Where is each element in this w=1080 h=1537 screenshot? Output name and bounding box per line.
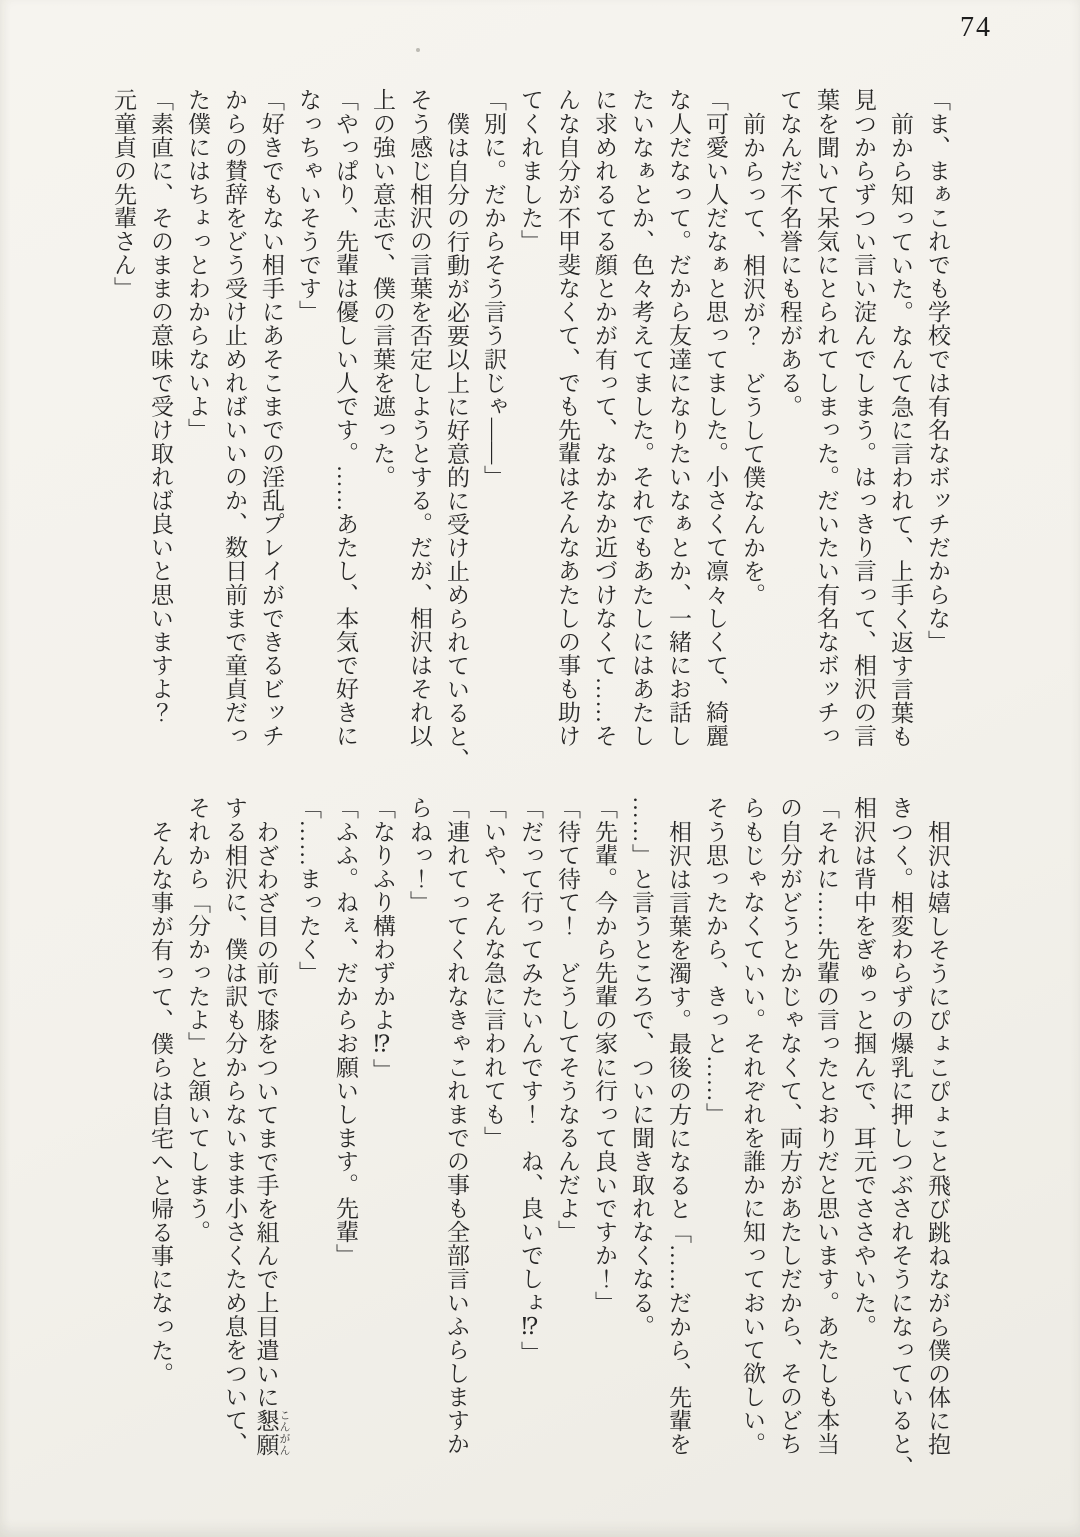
ruby-annotation xyxy=(253,1408,290,1456)
text-column: 「なりふり構わずかよ⁉」 xyxy=(370,796,395,1082)
text-column: 「連れてってくれなきゃこれまでの事も全部言いふらしますか xyxy=(444,796,469,1456)
text-column: らねっ！」 xyxy=(407,796,432,914)
text-column: そんな事が有って、僕らは自宅へと帰る事になった。 xyxy=(148,820,173,1386)
text-column: 見つからずつい言い淀んでしまう。はっきり言って、相沢の言 xyxy=(851,88,876,748)
text-column: なっちゃいそうです」 xyxy=(296,88,321,324)
text-column: 「別に。だからそう言う訳じゃ――」 xyxy=(481,88,506,489)
text-column: 前から知っていた。なんて急に言われて、上手く返す言葉も xyxy=(888,112,913,748)
text-column: 「可愛い人だなぁと思ってました。小さくて凛々しくて、綺麗 xyxy=(703,88,728,748)
text-column: た僕にはちょっとわからないよ」 xyxy=(185,88,210,442)
text-column: に求めれるてる顔とかが有って、なかなか近づけなくて……そ xyxy=(592,88,617,748)
ruby-base: 懇願 xyxy=(253,1408,279,1456)
text-column: 葉を聞いて呆気にとられてしまった。だいたい有名なボッチっ xyxy=(814,88,839,748)
text-column xyxy=(253,796,290,1456)
lower-text-band xyxy=(142,796,956,1479)
text-column: そう思ったから、きっと……」 xyxy=(703,796,728,1126)
page-number: 74 xyxy=(960,12,992,43)
text-column: そう感じ相沢の言葉を否定しようとする。だが、相沢はそれ以 xyxy=(407,88,432,748)
text-column: てなんだ不名誉にも程がある。 xyxy=(777,88,802,418)
text-column: 「ふふ。ねぇ、だからお願いします。先輩」 xyxy=(333,796,358,1267)
text-column: 僕は自分の行動が必要以上に好意的に受け止められていると、 xyxy=(444,112,469,772)
text-column: 「いや、そんな急に言われても」 xyxy=(481,796,506,1150)
text-column: 「それに……先輩の言ったとおりだと思います。あたしも本当 xyxy=(814,796,839,1456)
text-column: 「先輩。今から先輩の家に行って良いですか！」 xyxy=(592,796,617,1315)
text-column: ……」と言うところで、ついに聞き取れなくなる。 xyxy=(629,796,654,1338)
upper-text-band xyxy=(105,88,956,772)
text-column: からの賛辞をどう受け止めればいいのか、数日前まで童貞だっ xyxy=(222,88,247,748)
text-column: 元童貞の先輩さん」 xyxy=(111,88,136,300)
text-column: てくれました」 xyxy=(518,88,543,253)
text-column: 「……まったく」 xyxy=(296,796,321,985)
text-column: 「好きでもない相手にあそこまでの淫乱プレイができるビッチ xyxy=(259,88,284,748)
text-column: 前からって、相沢が？ どうして僕なんかを。 xyxy=(740,112,765,607)
text-column: たいなぁとか、色々考えてました。それでもあたしにはあたし xyxy=(629,88,654,748)
text-column: 相沢は背中をぎゅっと掴んで、耳元でささやいた。 xyxy=(851,796,876,1338)
text-column: 上の強い意志で、僕の言葉を遮った。 xyxy=(370,88,395,489)
text-column: 「だって行ってみたいんです！ ね、良いでしょ⁉」 xyxy=(518,796,543,1365)
text-column: らもじゃなくていい。それぞれを誰かに知っておいて欲しい。 xyxy=(740,796,765,1456)
column-text: わざわざ目の前で膝をついてまで手を組んで上目遣いに xyxy=(253,820,279,1409)
text-column: する相沢に、僕は訳も分からないまま小さくため息をついて、 xyxy=(222,796,247,1456)
text-column: 「素直に、そのままの意味で受け取れば良いと思いますよ？ xyxy=(148,88,173,724)
text-column: 「待て待て！ どうしてそうなるんだよ」 xyxy=(555,796,580,1244)
text-column: 相沢は嬉しそうにぴょこぴょこと飛び跳ねながら僕の体に抱 xyxy=(925,820,950,1456)
ruby-text: こんがん xyxy=(278,1408,290,1456)
text-column: それから「分かったよ」と頷いてしまう。 xyxy=(185,796,210,1244)
text-column: きつく。相変わらずの爆乳に押しつぶされそうになっていると、 xyxy=(888,796,913,1479)
text-column: 相沢は言葉を濁す。最後の方になると「……だから、先輩を xyxy=(666,820,691,1456)
text-column: な人だなって。だから友達になりたいなぁとか、一緒にお話し xyxy=(666,88,691,748)
text-column: 「ま、まぁこれでも学校では有名なボッチだからな」 xyxy=(925,88,950,654)
scan-speck xyxy=(416,48,420,52)
text-column: の自分がどうとかじゃなくて、両方があたしだから、そのどち xyxy=(777,796,802,1456)
text-column: んな自分が不甲斐なくて、でも先輩はそんなあたしの事も助け xyxy=(555,88,580,748)
text-column: 「やっぱり、先輩は優しい人です。……あたし、本気で好きに xyxy=(333,88,358,748)
